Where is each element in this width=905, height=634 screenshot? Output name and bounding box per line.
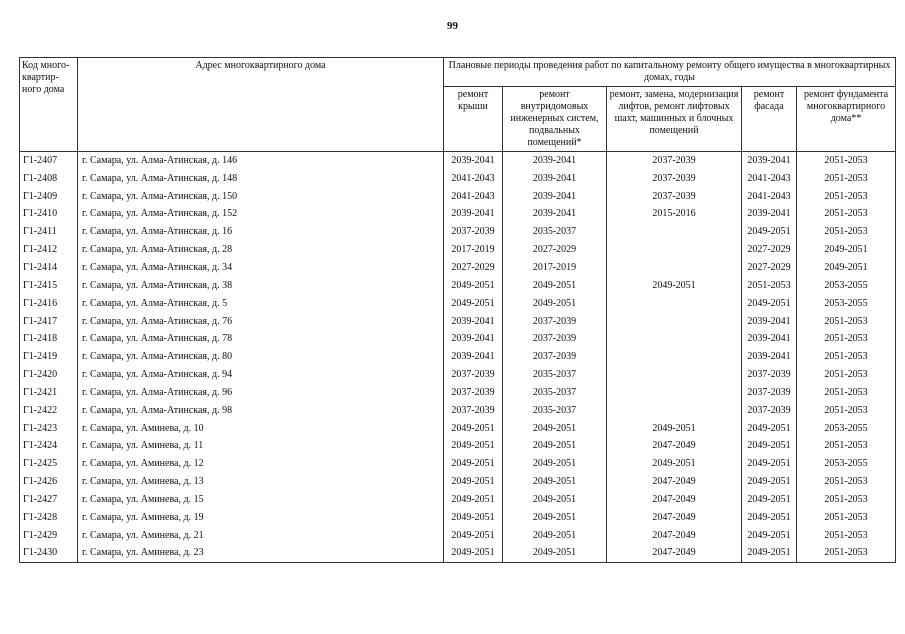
cell-code: Г1-2428: [20, 509, 78, 527]
cell-code: Г1-2423: [20, 420, 78, 438]
table-row: [20, 402, 896, 420]
cell-foundation: 2051-2053: [797, 330, 896, 348]
cell-lifts: [607, 366, 742, 384]
cell-code: Г1-2425: [20, 455, 78, 473]
cell-address: г. Самара, ул. Алма-Атинская, д. 98: [78, 402, 444, 420]
cell-address: г. Самара, ул. Аминева, д. 21: [78, 527, 444, 545]
table-row: [20, 206, 896, 224]
cell-roof: 2049-2051: [444, 509, 503, 527]
table-row: [20, 348, 896, 366]
cell-roof: 2049-2051: [444, 527, 503, 545]
cell-code: Г1-2430: [20, 545, 78, 563]
cell-engineering: 2037-2039: [503, 348, 607, 366]
cell-lifts: [607, 295, 742, 313]
table-row: [20, 420, 896, 438]
cell-facade: 2049-2051: [742, 545, 797, 563]
cell-engineering: 2017-2019: [503, 259, 607, 277]
table-row: [20, 366, 896, 384]
table-row: [20, 241, 896, 259]
cell-engineering: 2039-2041: [503, 188, 607, 206]
cell-lifts: [607, 259, 742, 277]
cell-foundation: 2051-2053: [797, 527, 896, 545]
cell-foundation: 2051-2053: [797, 384, 896, 402]
cell-code: Г1-2420: [20, 366, 78, 384]
cell-code: Г1-2407: [20, 152, 78, 170]
cell-engineering: 2049-2051: [503, 438, 607, 456]
cell-facade: 2049-2051: [742, 295, 797, 313]
cell-engineering: 2035-2037: [503, 366, 607, 384]
cell-address: г. Самара, ул. Аминева, д. 15: [78, 491, 444, 509]
cell-foundation: 2049-2051: [797, 241, 896, 259]
cell-code: Г1-2427: [20, 491, 78, 509]
cell-lifts: 2049-2051: [607, 277, 742, 295]
cell-engineering: 2037-2039: [503, 330, 607, 348]
cell-lifts: [607, 384, 742, 402]
cell-address: г. Самара, ул. Алма-Атинская, д. 76: [78, 313, 444, 331]
table-row: [20, 313, 896, 331]
table-row: [20, 152, 896, 170]
cell-lifts: 2047-2049: [607, 491, 742, 509]
page-number: 99: [447, 20, 458, 32]
cell-code: Г1-2408: [20, 170, 78, 188]
table-row: [20, 438, 896, 456]
table-row: [20, 259, 896, 277]
cell-foundation: 2053-2055: [797, 455, 896, 473]
cell-lifts: 2049-2051: [607, 420, 742, 438]
table-row: [20, 170, 896, 188]
cell-foundation: 2051-2053: [797, 170, 896, 188]
cell-lifts: [607, 402, 742, 420]
cell-engineering: 2035-2037: [503, 384, 607, 402]
cell-code: Г1-2409: [20, 188, 78, 206]
cell-address: г. Самара, ул. Алма-Атинская, д. 146: [78, 152, 444, 170]
table-row: [20, 295, 896, 313]
cell-engineering: 2049-2051: [503, 277, 607, 295]
cell-lifts: 2047-2049: [607, 527, 742, 545]
cell-address: г. Самара, ул. Алма-Атинская, д. 150: [78, 188, 444, 206]
table-row: [20, 188, 896, 206]
cell-engineering: 2027-2029: [503, 241, 607, 259]
cell-facade: 2039-2041: [742, 348, 797, 366]
cell-foundation: 2051-2053: [797, 152, 896, 170]
header-roof: ремонт крыши: [444, 87, 503, 152]
cell-code: Г1-2411: [20, 223, 78, 241]
cell-facade: 2049-2051: [742, 223, 797, 241]
cell-foundation: 2051-2053: [797, 366, 896, 384]
cell-roof: 2049-2051: [444, 473, 503, 491]
cell-roof: 2049-2051: [444, 455, 503, 473]
header-lifts: ремонт, замена, модернизация лифтов, ремонт лифтовых шахт, машинных и блочных помещений: [607, 87, 742, 152]
cell-engineering: 2035-2037: [503, 223, 607, 241]
cell-address: г. Самара, ул. Аминева, д. 23: [78, 545, 444, 563]
cell-engineering: 2035-2037: [503, 402, 607, 420]
cell-address: г. Самара, ул. Алма-Атинская, д. 148: [78, 170, 444, 188]
cell-engineering: 2049-2051: [503, 545, 607, 563]
cell-address: г. Самара, ул. Алма-Атинская, д. 94: [78, 366, 444, 384]
cell-facade: 2051-2053: [742, 277, 797, 295]
table-row: [20, 277, 896, 295]
cell-address: г. Самара, ул. Аминева, д. 13: [78, 473, 444, 491]
cell-roof: 2049-2051: [444, 491, 503, 509]
cell-facade: 2039-2041: [742, 152, 797, 170]
cell-lifts: 2049-2051: [607, 455, 742, 473]
cell-roof: 2017-2019: [444, 241, 503, 259]
cell-facade: 2049-2051: [742, 473, 797, 491]
cell-facade: 2049-2051: [742, 491, 797, 509]
cell-foundation: 2051-2053: [797, 188, 896, 206]
cell-address: г. Самара, ул. Алма-Атинская, д. 96: [78, 384, 444, 402]
cell-facade: 2039-2041: [742, 313, 797, 331]
cell-lifts: 2047-2049: [607, 545, 742, 563]
cell-roof: 2037-2039: [444, 384, 503, 402]
cell-foundation: 2053-2055: [797, 420, 896, 438]
header-facade: ремонт фасада: [742, 87, 797, 152]
cell-roof: 2041-2043: [444, 188, 503, 206]
cell-engineering: 2049-2051: [503, 295, 607, 313]
header-periods: Плановые периоды проведения работ по капитальному ремонту общего имущества в многоквартирных домах, годы: [444, 58, 896, 87]
cell-lifts: [607, 223, 742, 241]
cell-foundation: 2051-2053: [797, 348, 896, 366]
cell-roof: 2037-2039: [444, 223, 503, 241]
header-engineering: ремонт внутридомовых инженерных систем, подвальных помещений*: [503, 87, 607, 152]
cell-foundation: 2051-2053: [797, 438, 896, 456]
cell-roof: 2039-2041: [444, 313, 503, 331]
cell-foundation: 2049-2051: [797, 259, 896, 277]
cell-lifts: 2015-2016: [607, 206, 742, 224]
cell-foundation: 2051-2053: [797, 545, 896, 563]
cell-facade: 2049-2051: [742, 509, 797, 527]
cell-code: Г1-2412: [20, 241, 78, 259]
cell-code: Г1-2426: [20, 473, 78, 491]
cell-engineering: 2049-2051: [503, 473, 607, 491]
cell-roof: 2049-2051: [444, 438, 503, 456]
cell-facade: 2049-2051: [742, 420, 797, 438]
table-body: [20, 152, 896, 563]
cell-code: Г1-2417: [20, 313, 78, 331]
cell-facade: 2049-2051: [742, 527, 797, 545]
cell-roof: 2041-2043: [444, 170, 503, 188]
cell-code: Г1-2419: [20, 348, 78, 366]
cell-roof: 2037-2039: [444, 366, 503, 384]
table-row: [20, 509, 896, 527]
cell-address: г. Самара, ул. Алма-Атинская, д. 28: [78, 241, 444, 259]
cell-roof: 2039-2041: [444, 152, 503, 170]
cell-code: Г1-2421: [20, 384, 78, 402]
table-row: [20, 455, 896, 473]
cell-facade: 2049-2051: [742, 438, 797, 456]
cell-foundation: 2051-2053: [797, 223, 896, 241]
cell-code: Г1-2424: [20, 438, 78, 456]
cell-address: г. Самара, ул. Алма-Атинская, д. 152: [78, 206, 444, 224]
cell-code: Г1-2414: [20, 259, 78, 277]
cell-roof: 2039-2041: [444, 206, 503, 224]
cell-address: г. Самара, ул. Алма-Атинская, д. 38: [78, 277, 444, 295]
cell-address: г. Самара, ул. Алма-Атинская, д. 16: [78, 223, 444, 241]
cell-roof: 2049-2051: [444, 420, 503, 438]
cell-engineering: 2039-2041: [503, 170, 607, 188]
repair-schedule-table: [19, 57, 896, 563]
cell-roof: 2049-2051: [444, 277, 503, 295]
cell-code: Г1-2410: [20, 206, 78, 224]
cell-address: г. Самара, ул. Аминева, д. 12: [78, 455, 444, 473]
cell-engineering: 2037-2039: [503, 313, 607, 331]
cell-roof: 2039-2041: [444, 330, 503, 348]
cell-facade: 2037-2039: [742, 384, 797, 402]
cell-foundation: 2051-2053: [797, 402, 896, 420]
cell-lifts: [607, 313, 742, 331]
cell-foundation: 2051-2053: [797, 206, 896, 224]
table-row: [20, 473, 896, 491]
cell-address: г. Самара, ул. Алма-Атинская, д. 78: [78, 330, 444, 348]
cell-facade: 2027-2029: [742, 259, 797, 277]
cell-engineering: 2049-2051: [503, 455, 607, 473]
cell-lifts: 2037-2039: [607, 152, 742, 170]
cell-foundation: 2051-2053: [797, 473, 896, 491]
cell-roof: 2049-2051: [444, 545, 503, 563]
table-row: [20, 491, 896, 509]
cell-engineering: 2049-2051: [503, 527, 607, 545]
cell-facade: 2027-2029: [742, 241, 797, 259]
cell-lifts: 2047-2049: [607, 438, 742, 456]
cell-engineering: 2039-2041: [503, 206, 607, 224]
cell-roof: 2037-2039: [444, 402, 503, 420]
cell-facade: 2041-2043: [742, 188, 797, 206]
table-row: [20, 527, 896, 545]
cell-address: г. Самара, ул. Алма-Атинская, д. 80: [78, 348, 444, 366]
cell-foundation: 2053-2055: [797, 295, 896, 313]
cell-facade: 2039-2041: [742, 330, 797, 348]
cell-code: Г1-2415: [20, 277, 78, 295]
cell-engineering: 2049-2051: [503, 491, 607, 509]
cell-foundation: 2053-2055: [797, 277, 896, 295]
cell-lifts: [607, 241, 742, 259]
cell-address: г. Самара, ул. Алма-Атинская, д. 34: [78, 259, 444, 277]
cell-facade: 2037-2039: [742, 402, 797, 420]
table-row: [20, 223, 896, 241]
cell-lifts: [607, 348, 742, 366]
cell-facade: 2041-2043: [742, 170, 797, 188]
cell-foundation: 2051-2053: [797, 313, 896, 331]
table-row: [20, 384, 896, 402]
header-code: Код много-квартир-ного дома: [20, 58, 78, 152]
cell-lifts: 2047-2049: [607, 509, 742, 527]
cell-address: г. Самара, ул. Алма-Атинская, д. 5: [78, 295, 444, 313]
cell-roof: 2039-2041: [444, 348, 503, 366]
cell-lifts: 2037-2039: [607, 170, 742, 188]
cell-engineering: 2049-2051: [503, 420, 607, 438]
cell-address: г. Самара, ул. Аминева, д. 11: [78, 438, 444, 456]
cell-roof: 2027-2029: [444, 259, 503, 277]
header-foundation: ремонт фундамента многоквартирного дома**: [797, 87, 896, 152]
table-row: [20, 545, 896, 563]
header-address: Адрес многоквартирного дома: [78, 58, 444, 152]
table-row: [20, 330, 896, 348]
cell-facade: 2037-2039: [742, 366, 797, 384]
cell-code: Г1-2429: [20, 527, 78, 545]
cell-address: г. Самара, ул. Аминева, д. 19: [78, 509, 444, 527]
cell-foundation: 2051-2053: [797, 509, 896, 527]
cell-facade: 2049-2051: [742, 455, 797, 473]
cell-code: Г1-2416: [20, 295, 78, 313]
cell-engineering: 2049-2051: [503, 509, 607, 527]
table-header: [20, 58, 896, 152]
cell-address: г. Самара, ул. Аминева, д. 10: [78, 420, 444, 438]
cell-lifts: 2047-2049: [607, 473, 742, 491]
cell-foundation: 2051-2053: [797, 491, 896, 509]
cell-lifts: [607, 330, 742, 348]
cell-lifts: 2037-2039: [607, 188, 742, 206]
cell-engineering: 2039-2041: [503, 152, 607, 170]
cell-code: Г1-2418: [20, 330, 78, 348]
cell-code: Г1-2422: [20, 402, 78, 420]
cell-roof: 2049-2051: [444, 295, 503, 313]
cell-facade: 2039-2041: [742, 206, 797, 224]
